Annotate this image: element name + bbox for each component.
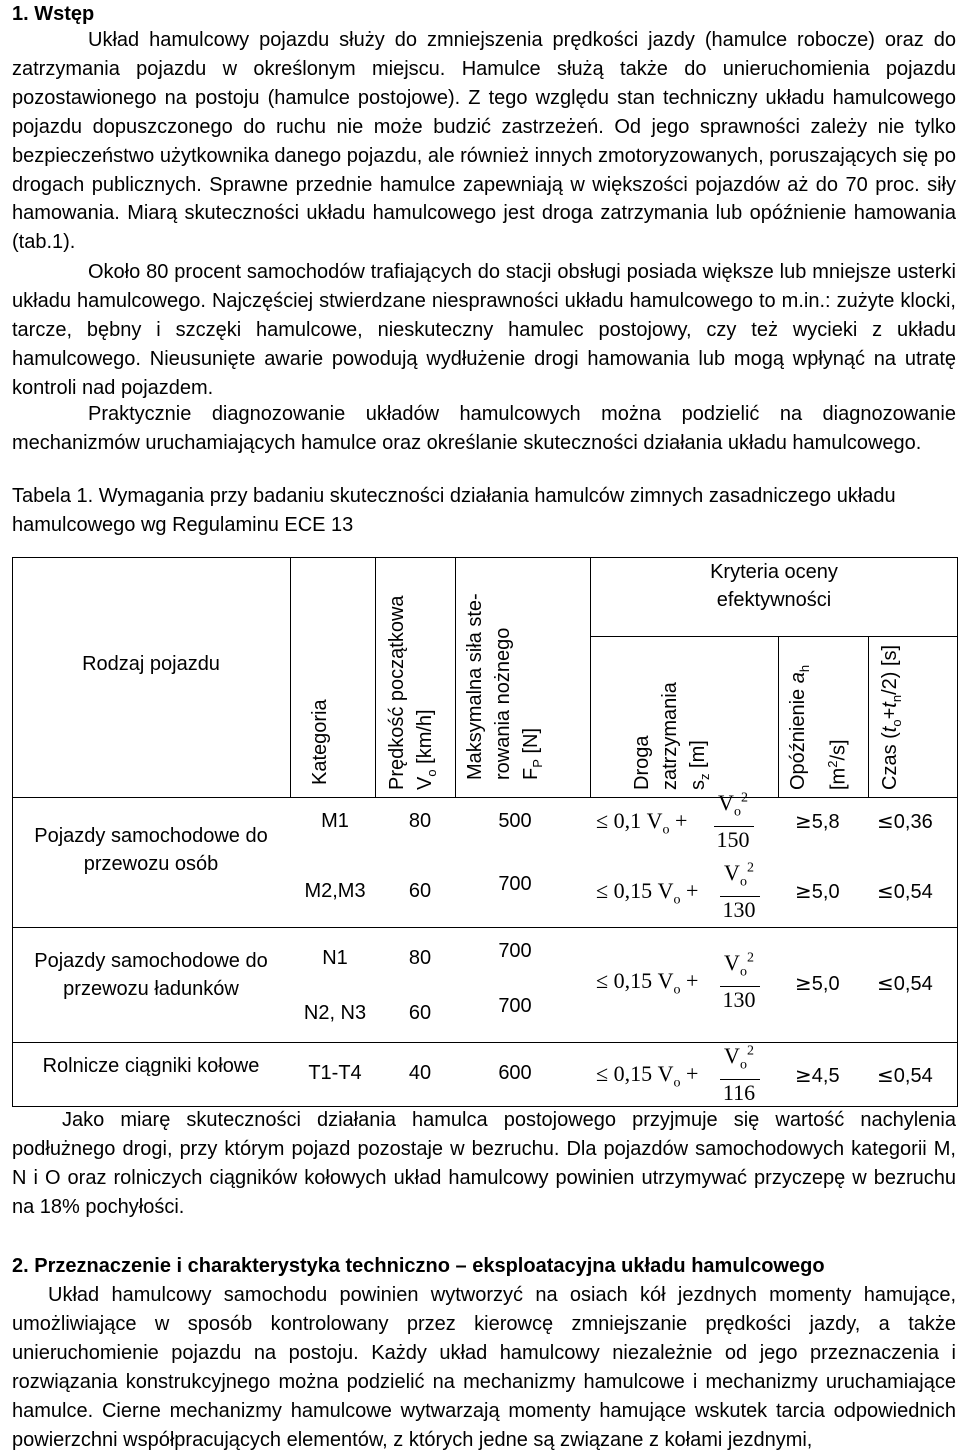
row-m2m3-distance-formula: ≤ 0,15 $V_o$ +	[596, 878, 699, 908]
table-header-bottom	[12, 797, 958, 798]
row-n2n3-category: N2, N3	[303, 1002, 367, 1024]
table-col-divider-3	[455, 557, 456, 797]
row-m2m3-time: ≤0,54	[877, 879, 933, 903]
header-category: Kategoria	[309, 699, 331, 785]
row-t1t4-time: ≤0,54	[877, 1063, 933, 1087]
table-caption: Tabela 1. Wymagania przy badaniu skuteczności działania hamulców zimnych zasadniczego układu hamulcowego wg Regulaminu ECE 13	[12, 485, 896, 536]
header-deceleration: Opóźnienie $a_h$ $[m^2/s]$	[787, 664, 850, 790]
row-m1-category: M1	[321, 810, 349, 832]
row-n2n3-speed: 60	[408, 1002, 432, 1024]
table-border-right	[957, 557, 958, 1107]
row-m2m3-category: M2,M3	[304, 880, 366, 902]
header-initial-speed: Prędkość początkowa $V_o$ [km/h]	[386, 595, 439, 790]
group-label-passenger: Pojazdy samochodowe do przewozu osób	[34, 825, 268, 875]
row-m1-distance-formula: ≤ 0,1 $V_o$ +	[596, 808, 688, 838]
group-label-tractors: Rolnicze ciągniki kołowe	[42, 1055, 260, 1077]
table-col-divider-5	[778, 636, 779, 797]
row-n1-category: N1	[322, 947, 348, 969]
row-t1t4-force: 600	[498, 1062, 532, 1084]
row-t1t4-fraction-denominator: 116	[722, 1080, 756, 1105]
row-m2m3-force: 700	[498, 873, 532, 895]
header-stopping-distance: Droga zatrzymania $s_z$ [m]	[631, 682, 712, 790]
row-n-decel: ≥5,0	[795, 971, 840, 995]
section-1-heading: 1. Wstęp	[12, 3, 95, 25]
row-n-distance-formula: ≤ 0,15 $V_o$ +	[596, 968, 699, 998]
row-n1-speed: 80	[408, 947, 432, 969]
row-t1t4-distance-formula: ≤ 0,15 $V_o$ +	[596, 1061, 699, 1091]
row-n1-force: 700	[498, 940, 532, 962]
intro-paragraph-3: Praktycznie diagnozowanie układów hamulcowych można podzielić na diagnozowanie mechanizmów uruchamiających hamulce oraz określanie skuteczności działania układu hamulcowego.	[12, 403, 956, 454]
row-t1t4-decel: ≥4,5	[795, 1063, 840, 1087]
row-n-fraction-denominator: 130	[722, 987, 756, 1012]
header-criteria: Kryteria oceny efektywności	[710, 561, 838, 611]
row-m1-fraction-denominator: 150	[716, 827, 750, 852]
row-m2m3-decel: ≥5,0	[795, 879, 840, 903]
row-t1t4-speed: 40	[408, 1062, 432, 1084]
intro-paragraph-2: Około 80 procent samochodów trafiających do stacji obsługi posiada większe lub mniejsze usterki układu hamulcowego. Najczęściej stwierdzane niesprawności układu hamulcowego to m.in.: zużyte klocki, tarcze, bębny i szczęki hamulcowe, nieskuteczny hamulec postojowy, czy też wycieki z układu hamulcowego. Nieusunięte awarie powodują wydłużenie drogi hamowania lub mogą wpłynąć na utratę kontroli nad pojazdem.	[12, 261, 956, 399]
table-col-divider-2	[375, 557, 376, 797]
row-n2n3-force: 700	[498, 995, 532, 1017]
header-time: Czas $(t_o+t_n/2)$ [s]	[879, 644, 904, 790]
section-2-paragraph: Układ hamulcowy samochodu powinien wytworzyć na osiach kół jezdnych momenty hamujące, umożliwiające w sposób kontrolowany przez kierowcę zmniejszanie prędkości jazdy, a także unieruchomienie pojazdu na postoju. Każdy układ hamulcowy niezależnie od jego przeznaczenia i rozwiązania konstrukcyjnego można podzielić na mechanizmy hamulcowe i mechanizmy uruchamiające hamulce. Cierne mechanizmy hamulcowe wytwarzają momenty hamujące wskutek tarcia odpowiednich powierzchni współpracujących elementów, z których jedne są związane z kołami jezdnymi,	[12, 1284, 956, 1451]
row-m2m3-fraction-denominator: 130	[722, 897, 756, 922]
parking-brake-paragraph: Jako miarę skuteczności działania hamulca postojowego przyjmuje się wartość nachylenia podłużnego drogi, przy którym pojazd pozostaje w bezruchu. Dla pojazdów samochodowych kategorii M, N i O oraz rolniczych ciągników kołowych układ hamulcowy powinien utrzymywać przyczepę w bezruchu na 18% pochyłości.	[12, 1109, 956, 1218]
row-n-time: ≤0,54	[877, 971, 933, 995]
table-group-divider-2	[12, 1042, 958, 1043]
table-criteria-divider	[590, 636, 958, 637]
table-col-divider-6	[868, 636, 869, 797]
header-vehicle-type: Rodzaj pojazdu	[82, 653, 220, 675]
row-m2m3-speed: 60	[408, 880, 432, 902]
row-n-fraction-numerator: $V_o^2$	[724, 950, 754, 980]
row-m1-time: ≤0,36	[877, 809, 933, 833]
row-t1t4-category: T1-T4	[308, 1062, 362, 1084]
table-group-divider-1	[12, 927, 958, 928]
row-m1-decel: ≥5,8	[795, 809, 840, 833]
row-t1t4-fraction-numerator: $V_o^2$	[724, 1043, 754, 1073]
intro-paragraph-1: Układ hamulcowy pojazdu służy do zmniejszenia prędkości jazdy (hamulce robocze) oraz do zatrzymania pojazdu w określonym miejscu. Hamulce służą także do unieruchomienia pojazdu pozostawionego na postoju (hamulce postojowe). Z tego względu stan techniczny układu hamulcowego pojazdu dopuszczonego do ruchu nie może budzić zastrzeżeń. Od jego sprawności zależy nie tylko bezpieczeństwo użytkownika danego pojazdu, ale również innych zmotoryzowanych, poruszających się po drogach publicznych. Sprawne przednie hamulce zapewniają w większości pojazdów aż do 70 proc. siły hamowania. Miarą skuteczności układu hamulcowego jest droga zatrzymania lub opóźnienie hamowania (tab.1).	[12, 29, 956, 254]
group-label-cargo: Pojazdy samochodowe do przewozu ładunków	[34, 950, 268, 1000]
row-m2m3-fraction-numerator: $V_o^2$	[724, 860, 754, 890]
table-col-divider-1	[290, 557, 291, 797]
header-max-pedal-force: Maksymalna siła ste- rowania nożnego $F_P$ [N]	[464, 593, 545, 780]
section-2-heading: 2. Przeznaczenie i charakterystyka techniczno – eksploatacyjna układu hamulcowego	[12, 1255, 825, 1277]
row-m1-force: 500	[498, 810, 532, 832]
row-m1-fraction-numerator: $V_o^2$	[718, 790, 748, 820]
row-m1-speed: 80	[408, 810, 432, 832]
